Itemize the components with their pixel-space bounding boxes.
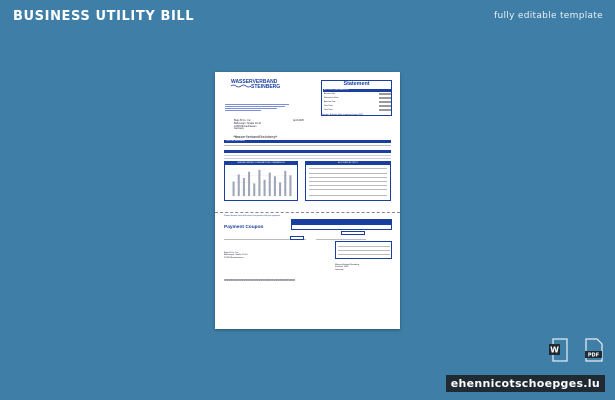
remit-name: WasserVerband Steinberg [335, 264, 360, 266]
barcode-bottom: 0000000000000000000000000000000000000000000000000000 [224, 279, 295, 282]
chart-title: ANNUAL WATER CONSUMPTION COMPARISON [225, 162, 297, 165]
customer-address-line: Bahnengrn. Straße 10-14 [234, 121, 261, 125]
coupon-customer-name: Bugs B Co., Inc. [224, 252, 240, 254]
statement-title: Statement [343, 81, 370, 87]
chart-bar [253, 183, 255, 196]
customer-address [234, 120, 294, 131]
account-row-value [379, 101, 391, 103]
activity-title: ACCOUNT ACTIVITY [306, 162, 390, 165]
account-row [324, 105, 391, 107]
chart-bar [248, 172, 250, 196]
company-name-line2: STEINBERG [251, 84, 281, 91]
consumption-chart [225, 165, 297, 200]
company-name-line1: WASSERVERBAND [231, 79, 278, 85]
account-row-value [379, 105, 391, 107]
chart-bar [258, 170, 260, 196]
account-row [324, 109, 391, 111]
account-row-label: Statement Date [324, 97, 339, 99]
coupon-customer [224, 252, 284, 259]
special-message-bar: SPECIAL MESSAGE [224, 140, 391, 143]
coupon-summary-box [335, 241, 392, 259]
customer-address-line: Germany [234, 127, 244, 131]
chart-bar [289, 175, 291, 196]
charges-table [224, 153, 391, 159]
account-row-label: Total Due [324, 109, 333, 111]
customer-name: Bugs B Co., Inc. [234, 119, 252, 122]
chart-bar [243, 178, 245, 196]
chart-bar [269, 173, 271, 196]
amount-enclosed-box [341, 231, 365, 235]
account-row [324, 97, 391, 99]
chart-bar [279, 183, 281, 197]
coupon-amount-row [291, 224, 392, 230]
customer-address-line: 12345 Musterhausen [234, 124, 257, 128]
chart-bar [233, 182, 235, 196]
account-row-label: Account No. [324, 93, 336, 95]
chart-bar [284, 171, 286, 196]
pdf-icon [584, 338, 604, 362]
account-row-label: Due Date [324, 105, 333, 107]
chart-bar [264, 180, 266, 196]
brand-site-label: ehennicotschoepges.lu [446, 375, 605, 392]
company-logo [231, 80, 280, 91]
account-row [324, 101, 391, 103]
account-row-label: Amount Due [324, 101, 336, 103]
statement-box [321, 80, 392, 116]
coupon-input-box [290, 236, 304, 240]
barcode-top: *WasserVerbandSteinberg* [233, 135, 278, 139]
account-row-value [379, 93, 391, 95]
account-row [324, 93, 391, 95]
chart-bar [238, 174, 240, 196]
table-row [224, 156, 391, 159]
word-icon [548, 338, 568, 362]
account-info-header: ACCOUNT INFORMATION [323, 89, 392, 92]
account-activity-panel [305, 161, 391, 201]
chart-bar [274, 176, 276, 196]
coupon-customer-line: Bahnengrn. Straße 10-14 [224, 254, 248, 257]
coupon-title: Payment Coupon [224, 225, 264, 230]
consumption-chart-panel [224, 161, 298, 201]
tear-line [215, 212, 400, 213]
order-line: Sender: Erhalten Bitte angeben Datum 2025 [322, 114, 363, 116]
account-row-value [379, 109, 391, 111]
remit-address-line: Postfach 1234 [335, 266, 349, 269]
remit-address [335, 264, 395, 271]
svg-text:W: W [550, 345, 559, 355]
page-subtitle: fully editable template [494, 11, 603, 21]
page-title: BUSINESS UTILITY BILL [13, 9, 195, 24]
coupon-customer-line: 12345 Musterhausen [224, 256, 244, 259]
bill-document [215, 72, 400, 329]
coupon-note: Please detach here and return this portion with your payment [224, 215, 281, 217]
wave-icon [231, 84, 251, 88]
svg-text:PDF: PDF [587, 352, 600, 359]
remit-address-line: Germany [335, 268, 344, 271]
account-row-value [379, 97, 391, 99]
bill-date: April 2025 [293, 119, 304, 122]
